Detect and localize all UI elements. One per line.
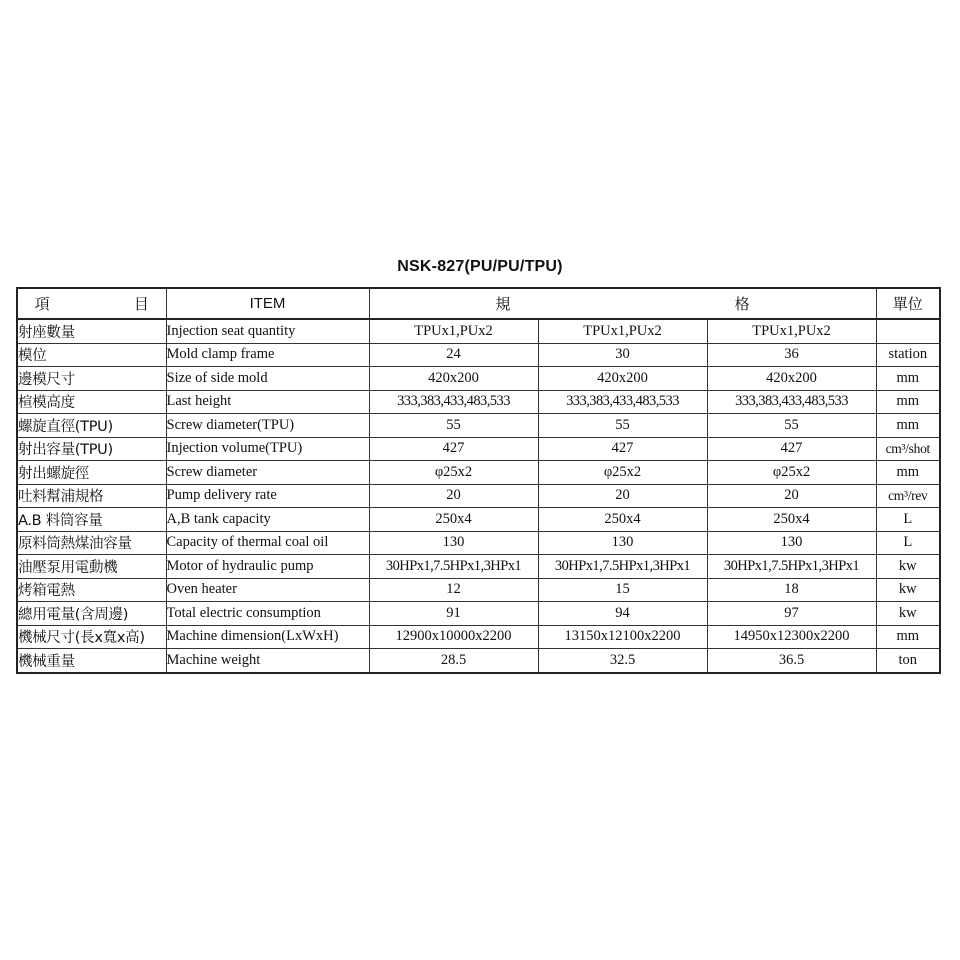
row-label-en: Pump delivery rate [166, 484, 369, 508]
table-row [17, 343, 940, 367]
table-row [17, 555, 940, 579]
spec-table-body [17, 319, 940, 673]
model-2-value: 250x4 [538, 508, 707, 532]
model-3-value: 97 [707, 602, 876, 626]
row-label-zh: A.B 料筒容量 [17, 508, 166, 532]
header-unit: 單位 [876, 288, 940, 319]
model-3-value: 420x200 [707, 367, 876, 391]
table-row [17, 508, 940, 532]
row-unit: cm³/rev [876, 484, 940, 508]
model-3-value: 36.5 [707, 649, 876, 673]
row-label-en: Machine weight [166, 649, 369, 673]
row-label-zh: 烤箱電熱 [17, 578, 166, 602]
model-2-value: 130 [538, 531, 707, 555]
model-3-value: 30HPx1,7.5HPx1,3HPx1 [707, 555, 876, 579]
model-2-value: 20 [538, 484, 707, 508]
row-unit: L [876, 508, 940, 532]
row-label-en: A,B tank capacity [166, 508, 369, 532]
table-row [17, 437, 940, 461]
model-1-value: 333,383,433,483,533 [369, 390, 538, 414]
model-3-value: 333,383,433,483,533 [707, 390, 876, 414]
table-row [17, 531, 940, 555]
row-label-zh: 油壓泵用電動機 [17, 555, 166, 579]
row-unit: mm [876, 461, 940, 485]
model-1-value: φ25x2 [369, 461, 538, 485]
header-row [17, 288, 940, 319]
row-label-en: Last height [166, 390, 369, 414]
model-3-value: φ25x2 [707, 461, 876, 485]
model-2-value: 30HPx1,7.5HPx1,3HPx1 [538, 555, 707, 579]
row-label-en: Machine dimension(LxWxH) [166, 625, 369, 649]
model-3-value: 14950x12300x2200 [707, 625, 876, 649]
model-1-value: 420x200 [369, 367, 538, 391]
row-label-en: Screw diameter(TPU) [166, 414, 369, 438]
row-label-zh: 模位 [17, 343, 166, 367]
row-unit: kw [876, 578, 940, 602]
model-2-value: TPUx1,PUx2 [538, 319, 707, 343]
row-label-en: Size of side mold [166, 367, 369, 391]
model-1-value: 55 [369, 414, 538, 438]
model-1-value: 91 [369, 602, 538, 626]
row-label-en: Injection volume(TPU) [166, 437, 369, 461]
row-label-zh: 吐料幫浦規格 [17, 484, 166, 508]
model-3-value: 55 [707, 414, 876, 438]
model-3-value: 36 [707, 343, 876, 367]
row-unit: kw [876, 555, 940, 579]
model-2-value: 13150x12100x2200 [538, 625, 707, 649]
spec-table [16, 287, 941, 674]
table-row [17, 461, 940, 485]
model-1-value: 427 [369, 437, 538, 461]
table-row [17, 649, 940, 673]
row-unit: mm [876, 625, 940, 649]
row-label-en: Motor of hydraulic pump [166, 555, 369, 579]
row-label-zh: 射出螺旋徑 [17, 461, 166, 485]
row-unit: mm [876, 367, 940, 391]
row-unit: mm [876, 390, 940, 414]
model-1-value: 12 [369, 578, 538, 602]
header-spec [369, 288, 876, 319]
model-3-value: 427 [707, 437, 876, 461]
model-2-value: 55 [538, 414, 707, 438]
header-item-zh-label: 項 目 [34, 296, 189, 313]
row-unit: station [876, 343, 940, 367]
model-1-value: 12900x10000x2200 [369, 625, 538, 649]
row-label-zh: 射座數量 [17, 319, 166, 343]
model-1-value: 30HPx1,7.5HPx1,3HPx1 [369, 555, 538, 579]
row-label-zh: 原料筒熱煤油容量 [17, 531, 166, 555]
model-2-value: 94 [538, 602, 707, 626]
header-item-zh [17, 288, 189, 319]
model-2-value: 30 [538, 343, 707, 367]
model-1-value: 250x4 [369, 508, 538, 532]
model-2-value: 420x200 [538, 367, 707, 391]
row-label-zh: 射出容量(TPU) [17, 437, 166, 461]
model-2-value: 427 [538, 437, 707, 461]
page-title: NSK-827(PU/PU/TPU) [397, 258, 563, 275]
table-row [17, 602, 940, 626]
row-label-zh: 邊模尺寸 [17, 367, 166, 391]
row-label-en: Oven heater [166, 578, 369, 602]
row-label-en: Mold clamp frame [166, 343, 369, 367]
model-1-value: 24 [369, 343, 538, 367]
model-1-value: TPUx1,PUx2 [369, 319, 538, 343]
row-label-zh: 機械重量 [17, 649, 166, 673]
row-label-zh: 楦模高度 [17, 390, 166, 414]
model-2-value: 333,383,433,483,533 [538, 390, 707, 414]
row-label-zh: 機械尺寸(長x寬x高) [17, 625, 166, 649]
row-unit: mm [876, 414, 940, 438]
header-item-en: ITEM [166, 288, 369, 319]
table-row [17, 578, 940, 602]
row-label-en: Screw diameter [166, 461, 369, 485]
table-row [17, 625, 940, 649]
row-unit: L [876, 531, 940, 555]
row-label-zh: 螺旋直徑(TPU) [17, 414, 166, 438]
model-1-value: 130 [369, 531, 538, 555]
row-label-en: Capacity of thermal coal oil [166, 531, 369, 555]
model-2-value: φ25x2 [538, 461, 707, 485]
model-3-value: 20 [707, 484, 876, 508]
row-unit: cm³/shot [876, 437, 940, 461]
model-3-value: 18 [707, 578, 876, 602]
table-row [17, 414, 940, 438]
model-3-value: TPUx1,PUx2 [707, 319, 876, 343]
row-unit [876, 319, 940, 343]
model-2-value: 32.5 [538, 649, 707, 673]
row-label-en: Injection seat quantity [166, 319, 369, 343]
table-row [17, 367, 940, 391]
table-row [17, 319, 940, 343]
header-spec-label: 規 格 [495, 296, 860, 313]
model-2-value: 15 [538, 578, 707, 602]
row-label-zh: 總用電量(含周邊) [17, 602, 166, 626]
model-3-value: 250x4 [707, 508, 876, 532]
model-1-value: 20 [369, 484, 538, 508]
row-unit: ton [876, 649, 940, 673]
row-label-en: Total electric consumption [166, 602, 369, 626]
model-3-value: 130 [707, 531, 876, 555]
row-unit: kw [876, 602, 940, 626]
table-row [17, 484, 940, 508]
model-1-value: 28.5 [369, 649, 538, 673]
table-row [17, 390, 940, 414]
